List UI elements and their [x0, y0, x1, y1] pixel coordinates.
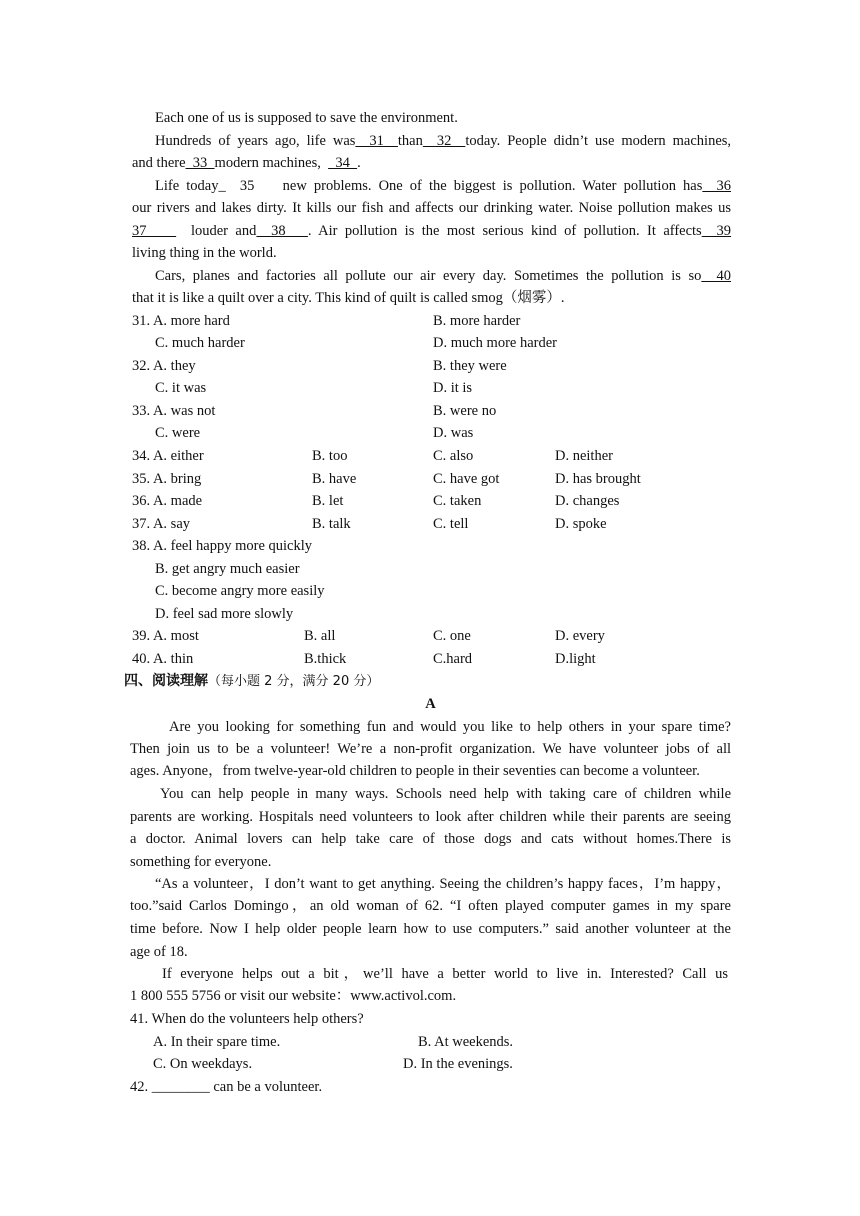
passage-para-4-line-2: 1 800 555 5756 or visit our website：www.activol.com. [130, 988, 457, 1004]
q32-option-d: D. it is [433, 380, 473, 396]
passage-para-2-line-1: You can help people in many ways. Schools need help with taking care of children while [160, 786, 731, 802]
blank-35: _ 35 [218, 178, 269, 194]
q41-stem: 41. When do the volunteers help others? [130, 1011, 364, 1027]
q39-option-b: B. all [304, 628, 336, 644]
blank-36: 36 [702, 178, 732, 194]
blank-31: 31 [355, 133, 398, 149]
q38-option-c: C. become angry more easily [155, 583, 325, 599]
q39-option-d: D. every [555, 628, 605, 644]
section-heading [124, 671, 379, 692]
q33-option-d: D. was [433, 425, 474, 441]
q34-option-b: B. too [312, 448, 348, 464]
q31-option-c: C. much harder [155, 335, 245, 351]
q32-option-a: 32. A. they [132, 358, 196, 374]
cloze-paragraph-3-line-4: living thing in the world. [132, 245, 277, 261]
passage-para-3-line-2: too.”said Carlos Domingo，an old woman of 62. “I often played computer games in my spare [130, 898, 731, 914]
q37-option-c: C. tell [433, 516, 469, 532]
q35-option-b: B. have [312, 471, 357, 487]
q35-option-c: C. have got [433, 471, 500, 487]
q39-option-a: 39. A. most [132, 628, 199, 644]
q37-option-a: 37. A. say [132, 516, 190, 532]
q34-option-d: D. neither [555, 448, 613, 464]
q40-option-c: C.hard [433, 651, 473, 667]
q32-option-b: B. they were [433, 358, 507, 374]
text: louder and [176, 223, 257, 239]
blank-39: 39 [701, 223, 732, 239]
q32-option-c: C. it was [155, 380, 207, 396]
passage-para-2-line-4: something for everyone. [130, 854, 272, 870]
q38-option-b: B. get angry much easier [155, 561, 300, 577]
text: modern machines, [214, 155, 329, 171]
cloze-paragraph-3-line-1 [155, 176, 731, 196]
q40-option-d: D.light [555, 651, 596, 667]
q41-option-b: B. At weekends. [418, 1034, 514, 1050]
passage-para-2-line-2: parents are working. Hospitals need volunteers to look after children while their parents are seeing [130, 809, 731, 825]
cloze-paragraph-1: Each one of us is supposed to save the environment. [155, 110, 458, 126]
q36-option-c: C. taken [433, 493, 482, 509]
blank-38: 38 [256, 223, 308, 239]
passage-label: A [425, 696, 436, 712]
q38-option-a: 38. A. feel happy more quickly [132, 538, 312, 554]
q38-option-d: D. feel sad more slowly [155, 606, 294, 622]
text: than [397, 133, 423, 149]
q35-option-d: D. has brought [555, 471, 641, 487]
q34-option-c: C. also [433, 448, 474, 464]
q37-option-d: D. spoke [555, 516, 607, 532]
text: Hundreds of years ago, life was [155, 133, 356, 149]
passage-para-4-line-1: If everyone helps out a bit，we’ll have a better world to live in. Interested? Call us [162, 966, 728, 982]
q41-option-c: C. On weekdays. [153, 1056, 253, 1072]
text: and there [132, 155, 186, 171]
q31-option-d: D. much more harder [433, 335, 558, 351]
q41-option-d: D. In the evenings. [403, 1056, 513, 1072]
passage-para-3-line-1: “As a volunteer，I don’t want to get anything. Seeing the children’s happy faces，I’m happy， [155, 876, 731, 892]
blank-37: 37 [132, 223, 177, 239]
q40-option-b: B.thick [304, 651, 347, 667]
text: Life today [155, 178, 219, 194]
q34-option-a: 34. A. either [132, 448, 204, 464]
q31-option-a: 31. A. more hard [132, 313, 230, 329]
q33-option-b: B. were no [433, 403, 497, 419]
q42-text: can be a volunteer. [209, 1079, 323, 1095]
text: new problems. One of the biggest is pollution. Water pollution has [268, 178, 703, 194]
q41-option-a: A. In their spare time. [153, 1034, 281, 1050]
text: . Air pollution is the most serious kind of pollution. It affects [307, 223, 702, 239]
text: Cars, planes and factories all pollute our air every day. Sometimes the pollution is so [155, 268, 702, 284]
cloze-paragraph-3-line-3 [132, 221, 731, 241]
passage-para-1-line-1: Are you looking for something fun and would you like to help others in your spare time? [169, 719, 731, 735]
q42-blank: ________ [151, 1079, 210, 1095]
cloze-paragraph-2-line-2 [132, 153, 361, 173]
passage-para-3-line-4: age of 18. [130, 944, 188, 960]
q31-option-b: B. more harder [433, 313, 521, 329]
q33-option-a: 33. A. was not [132, 403, 216, 419]
q36-option-b: B. let [312, 493, 344, 509]
passage-para-1-line-2: Then join us to be a volunteer! We’re a non-profit organization. We have volunteer jobs of all [130, 741, 731, 757]
q33-option-c: C. were [155, 425, 201, 441]
section-title: 四、阅读理解 [124, 673, 208, 689]
text: . [357, 155, 361, 171]
q42-stem [130, 1077, 322, 1097]
cloze-paragraph-3-line-2: our rivers and lakes dirty. It kills our fish and affects our drinking water. Noise pollution makes us [132, 200, 731, 216]
section-note: （每小题 2 分，满分 20 分） [208, 674, 380, 689]
q39-option-c: C. one [433, 628, 471, 644]
q40-option-a: 40. A. thin [132, 651, 194, 667]
q35-option-a: 35. A. bring [132, 471, 202, 487]
blank-33: 33 [185, 155, 215, 171]
passage-para-3-line-3: time before. Now I help older people learn how to use computers.” said another volunteer at the [130, 921, 731, 937]
q42-number: 42. [130, 1079, 152, 1095]
cloze-paragraph-4-line-2: that it is like a quilt over a city. This kind of quilt is called smog（烟雾）. [132, 290, 565, 306]
text: today. People didn’t use modern machines, [465, 133, 732, 149]
q37-option-b: B. talk [312, 516, 351, 532]
cloze-paragraph-2-line-1 [155, 131, 731, 151]
passage-para-1-line-3: ages. Anyone，from twelve-year-old children to people in their seventies can become a volunteer. [130, 763, 700, 779]
blank-32: 32 [422, 133, 466, 149]
q36-option-d: D. changes [555, 493, 620, 509]
passage-para-2-line-3: a doctor. Animal lovers can help take care of those dogs and cats without homes.There is [130, 831, 731, 847]
q36-option-a: 36. A. made [132, 493, 203, 509]
blank-40: 40 [701, 268, 731, 284]
cloze-paragraph-4-line-1 [155, 266, 731, 286]
blank-34: 34 [328, 155, 358, 171]
